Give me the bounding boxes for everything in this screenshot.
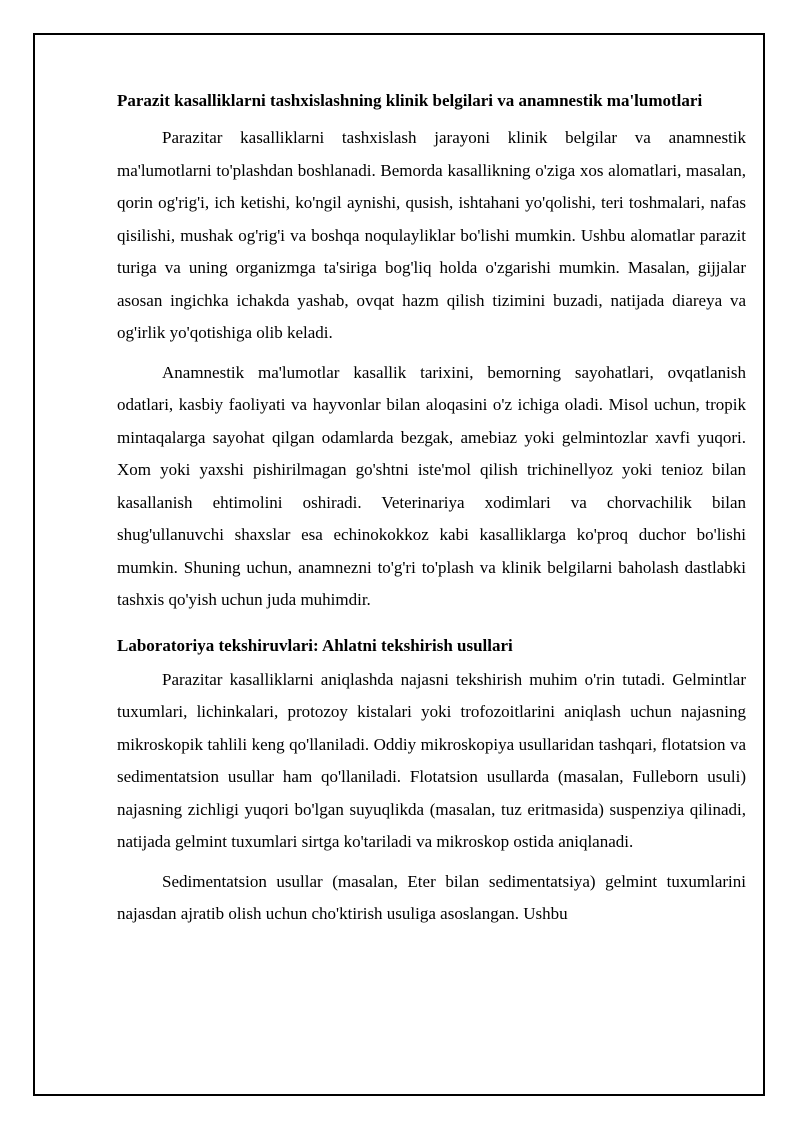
paragraph-stool-examination: Parazitar kasalliklarni aniqlashda najasni tekshirish muhim o'rin tutadi. Gelmintlar tuxumlari, lichinkalari, protozoy kistalari yoki trofozoitlarini aniqlash uchun najasning mikroskopik tahlili keng qo'llaniladi. Oddiy mikroskopiya usullaridan tashqari, flotatsion va sedimentatsion usullar ham qo'llaniladi. Flotatsion usullarda (masalan, Fulleborn usuli) najasning zichligi yuqori bo'lgan suyuqlikda (masalan, tuz eritmasida) suspenziya qilinadi, natijada gelmint tuxumlari sirtga ko'tariladi va mikroskop ostida aniqlanadi. [117,669,746,851]
paragraph-anamnesis: Anamnestik ma'lumotlar kasallik tarixini, bemorning sayohatlari, ovqatlanish odatlari, kasbiy faoliyati va hayvonlar bilan aloqasini o'z ichiga oladi. Misol uchun, tropik mintaqalarga sayohat qilgan odamlarda bezgak, amebiaz yoki gelmintozlar xavfi yuqori. Xom yoki yaxshi pishirilmagan go'shtni iste'mol qilish trichinellyoz yoki tenioz bilan kasallanish ehtimolini oshiradi. Veterinariya xodimlari va chorvachilik bilan shug'ullanuvchi shaxslar esa echinokokkoz kabi kasalliklarga ko'proq duchor bo'lishi mumkin. Shuning uchun, anamnezni to'g'ri to'plash va klinik belgilarni baholash dastlabki tashxis qo'yish uchun juda muhimdir. [117,362,746,609]
section-heading-clinical: Parazit kasalliklarni tashxislashning klinik belgilari va anamnestik ma'lumotlari [117,91,703,110]
document-body [117,90,746,938]
paragraph-sedimentation: Sedimentatsion usullar (masalan, Eter bilan sedimentatsiya) gelmint tuxumlarini najasdan ajratib olish uchun cho'ktirish usuliga asoslangan. Ushbu [117,871,746,923]
section-heading-laboratory: Laboratoriya tekshiruvlari: Ahlatni tekshirish usullari [117,635,513,655]
paragraph-clinical-signs: Parazitar kasalliklarni tashxislash jarayoni klinik belgilar va anamnestik ma'lumotlarni to'plashdan boshlanadi. Bemorda kasallikning o'ziga xos alomatlari, masalan, qorin og'rig'i, ich ketishi, ko'ngil aynishi, qusish, ishtahani yo'qolishi, teri toshmalari, nafas qisilishi, mushak og'rig'i va boshqa noqulayliklar bo'lishi mumkin. Ushbu alomatlar parazit turiga va uning organizmga ta'siriga bog'liq holda o'zgarishi mumkin. Masalan, gijjalar asosan ingichka ichakda yashab, ovqat hazm qilish tizimini buzadi, natijada diareya va og'irlik yo'qotishiga olib keladi. [117,128,746,342]
page-frame [33,33,765,1096]
